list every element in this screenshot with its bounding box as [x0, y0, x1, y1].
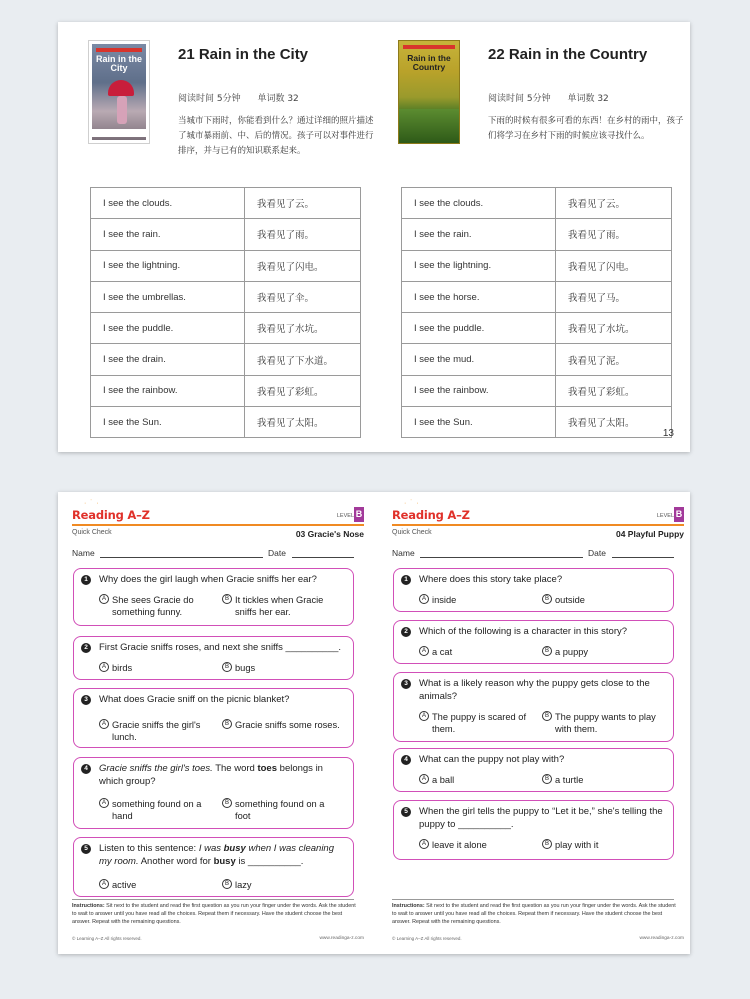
question-number: 5: [81, 844, 91, 854]
name-label: Name: [392, 548, 415, 558]
instructions-rule: [392, 899, 674, 900]
book-description: 下雨的时候有很多可看的东西！在乡村的雨中，孩子们将学习在乡村下雨的时候应该寻找什么。: [488, 116, 684, 141]
reading-time: 阅读时间 5分钟: [178, 94, 241, 104]
girl-figure-icon: [117, 96, 127, 124]
option-a-circle-icon: A: [419, 774, 429, 784]
question-box-1: [393, 568, 674, 612]
phrase-table: [401, 187, 672, 438]
option-b[interactable]: B play with it: [542, 839, 660, 851]
table-row: I see the lightning. 我看见了闪电。: [402, 250, 672, 281]
table-row: I see the rain. 我看见了雨。: [402, 219, 672, 250]
site-url: www.readinga-z.com: [319, 936, 364, 941]
question-number: 2: [81, 643, 91, 653]
option-b[interactable]: B something found on a foot: [222, 798, 340, 822]
book-meta: [488, 91, 623, 104]
question-text: Listen to this sentence: I was busy when I was cleaning my room. Another word for busy is __________.: [99, 843, 335, 867]
quiz-title: 03 Gracie's Nose: [295, 529, 364, 539]
table-row: I see the umbrellas. 我看见了伞。: [91, 281, 361, 312]
question-text: When the girl tells the puppy to “Let it be,” she's telling the puppy to __________.: [419, 806, 663, 830]
option-b-circle-icon: B: [542, 839, 552, 849]
question-box-2: [73, 636, 354, 680]
option-a-circle-icon: A: [419, 711, 429, 721]
umbrella-icon: [108, 80, 134, 96]
level-label: LEVEL: [336, 513, 354, 519]
quick-check-label: Quick Check: [392, 529, 432, 536]
name-field[interactable]: [420, 557, 583, 558]
question-box-4: [393, 748, 674, 792]
question-text: What does Gracie sniff on the picnic blanket?: [99, 694, 290, 705]
quiz-playful-puppy: [392, 500, 684, 948]
option-a-circle-icon: A: [419, 594, 429, 604]
option-a-circle-icon: A: [419, 646, 429, 656]
quick-check-label: Quick Check: [72, 529, 112, 536]
option-b-circle-icon: B: [542, 711, 552, 721]
question-box-5: [73, 837, 354, 897]
word-count: 单词数 32: [567, 94, 609, 104]
question-number: 3: [81, 695, 91, 705]
quiz-gracies-nose: [72, 500, 364, 948]
option-a-circle-icon: A: [99, 662, 109, 672]
instructions: Instructions: Sit next to the student and read the first question as you run your finger under the words. Ask the student to wait to answer until you have read all the choices. Repeat them if necessary. Have the student choose the best answer. Repeat with the remaining questions.: [72, 903, 356, 925]
question-number: 2: [401, 627, 411, 637]
question-text: What is a likely reason why the puppy gets close to the animals?: [419, 678, 650, 702]
table-row: I see the lightning. 我看见了闪电。: [91, 250, 361, 281]
question-number: 4: [401, 755, 411, 765]
table-row: I see the clouds. 我看见了云。: [91, 188, 361, 219]
book-title: 21 Rain in the City: [178, 46, 309, 63]
table-row: I see the Sun. 我看见了太阳。: [402, 407, 672, 438]
table-row: I see the puddle. 我看见了水坑。: [91, 313, 361, 344]
table-row: I see the mud. 我看见了泥。: [402, 344, 672, 375]
option-a[interactable]: A She sees Gracie do something funny.: [99, 594, 217, 618]
cover-title: Rain in the City: [95, 54, 142, 73]
page-number: 13: [662, 428, 674, 439]
question-number: 1: [81, 575, 91, 585]
level-label: LEVEL: [656, 513, 674, 519]
option-b[interactable]: B Gracie sniffs some roses.: [222, 719, 340, 731]
table-row: I see the puddle. 我看见了水坑。: [402, 313, 672, 344]
book-cover-rain-in-the-country: [398, 40, 460, 144]
option-b[interactable]: B a puppy: [542, 646, 660, 658]
book-meta: [178, 91, 313, 104]
date-field[interactable]: [612, 557, 674, 558]
book-cover-rain-in-the-city: [88, 40, 150, 144]
option-b-circle-icon: B: [222, 594, 232, 604]
table-row: I see the horse. 我看见了马。: [402, 281, 672, 312]
table-row: I see the drain. 我看见了下水道。: [91, 344, 361, 375]
option-a[interactable]: A active: [99, 879, 217, 891]
option-b-circle-icon: B: [222, 879, 232, 889]
book-title: 22 Rain in the Country: [488, 46, 648, 63]
copyright: © Learning A–Z All rights reserved.: [392, 936, 462, 941]
quiz-title: 04 Playful Puppy: [615, 529, 684, 539]
name-field[interactable]: [100, 557, 263, 558]
question-number: 4: [81, 764, 91, 774]
option-b-circle-icon: B: [222, 662, 232, 672]
question-text: Gracie sniffs the girl's toes. The word toes belongs in which group?: [99, 763, 323, 787]
option-a-circle-icon: A: [99, 798, 109, 808]
date-field[interactable]: [292, 557, 354, 558]
header-rule: [72, 524, 364, 526]
option-a-circle-icon: A: [419, 839, 429, 849]
option-b-circle-icon: B: [222, 798, 232, 808]
question-text: Why does the girl laugh when Gracie sniffs her ear?: [99, 574, 317, 585]
date-label: Date: [588, 548, 606, 558]
question-text: First Gracie sniffs roses, and next she sniffs __________.: [99, 642, 342, 653]
option-b[interactable]: B lazy: [222, 879, 340, 891]
option-b[interactable]: B outside: [542, 594, 660, 606]
site-url: www.readinga-z.com: [639, 936, 684, 941]
instructions: Instructions: Sit next to the student and read the first question as you run your finger under the words. Ask the student to wait to answer until you have read all the choices. Repeat them if necessary. Have the student choose the best answer. Repeat with the remaining questions.: [392, 903, 676, 925]
option-a-circle-icon: A: [99, 719, 109, 729]
option-a[interactable]: A leave it alone: [419, 839, 537, 851]
table-row: I see the clouds. 我看见了云。: [402, 188, 672, 219]
reading-time: 阅读时间 5分钟: [488, 94, 551, 104]
table-row: I see the rain. 我看见了雨。: [91, 219, 361, 250]
instructions-rule: [72, 899, 354, 900]
level-badge: B: [354, 507, 364, 522]
date-label: Date: [268, 548, 286, 558]
question-box-2: [393, 620, 674, 664]
grass-field-icon: [399, 109, 459, 143]
question-box-1: [73, 568, 354, 626]
option-b-circle-icon: B: [542, 594, 552, 604]
option-a-circle-icon: A: [99, 879, 109, 889]
book-spread-page: [58, 22, 690, 452]
word-count: 单词数 32: [257, 94, 299, 104]
question-box-3: [393, 672, 674, 742]
phrase-table: [90, 187, 361, 438]
cover-title: Rain in the Country: [407, 53, 451, 72]
option-b-circle-icon: B: [222, 719, 232, 729]
table-row: I see the rainbow. 我看见了彩虹。: [402, 375, 672, 406]
option-a[interactable]: A inside: [419, 594, 537, 606]
question-box-5: [393, 800, 674, 860]
sparkle-icon: · ˙ ·: [404, 500, 420, 507]
table-row: I see the Sun. 我看见了太阳。: [91, 407, 361, 438]
question-number: 5: [401, 807, 411, 817]
question-text: Where does this story take place?: [419, 574, 563, 585]
table-row: I see the rainbow. 我看见了彩虹。: [91, 375, 361, 406]
option-a-circle-icon: A: [99, 594, 109, 604]
question-box-4: [73, 757, 354, 829]
copyright: © Learning A–Z All rights reserved.: [72, 936, 142, 941]
option-b-circle-icon: B: [542, 774, 552, 784]
reading-az-logo: Reading A–Z: [392, 508, 470, 522]
option-b[interactable]: B a turtle: [542, 774, 660, 786]
option-b[interactable]: B bugs: [222, 662, 340, 674]
sparkle-icon: · ˙ ·: [84, 500, 100, 507]
question-text: What can the puppy not play with?: [419, 754, 565, 765]
option-a[interactable]: A a cat: [419, 646, 537, 658]
option-b[interactable]: B It tickles when Gracie sniffs her ear.: [222, 594, 340, 618]
question-text: Which of the following is a character in this story?: [419, 626, 628, 637]
option-a[interactable]: A Gracie sniffs the girl's lunch.: [99, 719, 217, 743]
option-b-circle-icon: B: [542, 646, 552, 656]
option-b[interactable]: B The puppy wants to play with them.: [542, 711, 660, 735]
name-label: Name: [72, 548, 95, 558]
option-a[interactable]: A The puppy is scared of them.: [419, 711, 537, 735]
reading-az-logo: Reading A–Z: [72, 508, 150, 522]
option-a[interactable]: A birds: [99, 662, 217, 674]
question-number: 3: [401, 679, 411, 689]
option-a[interactable]: A something found on a hand: [99, 798, 217, 822]
book-description: 当城市下雨时，你能看到什么？通过详细的照片描述了城市暴雨前、中、后的情况。孩子可以对事件进行排序，并与已有的知识联系起来。: [178, 116, 374, 156]
question-number: 1: [401, 575, 411, 585]
option-a[interactable]: A a ball: [419, 774, 537, 786]
question-box-3: [73, 688, 354, 748]
header-rule: [392, 524, 684, 526]
level-badge: B: [674, 507, 684, 522]
